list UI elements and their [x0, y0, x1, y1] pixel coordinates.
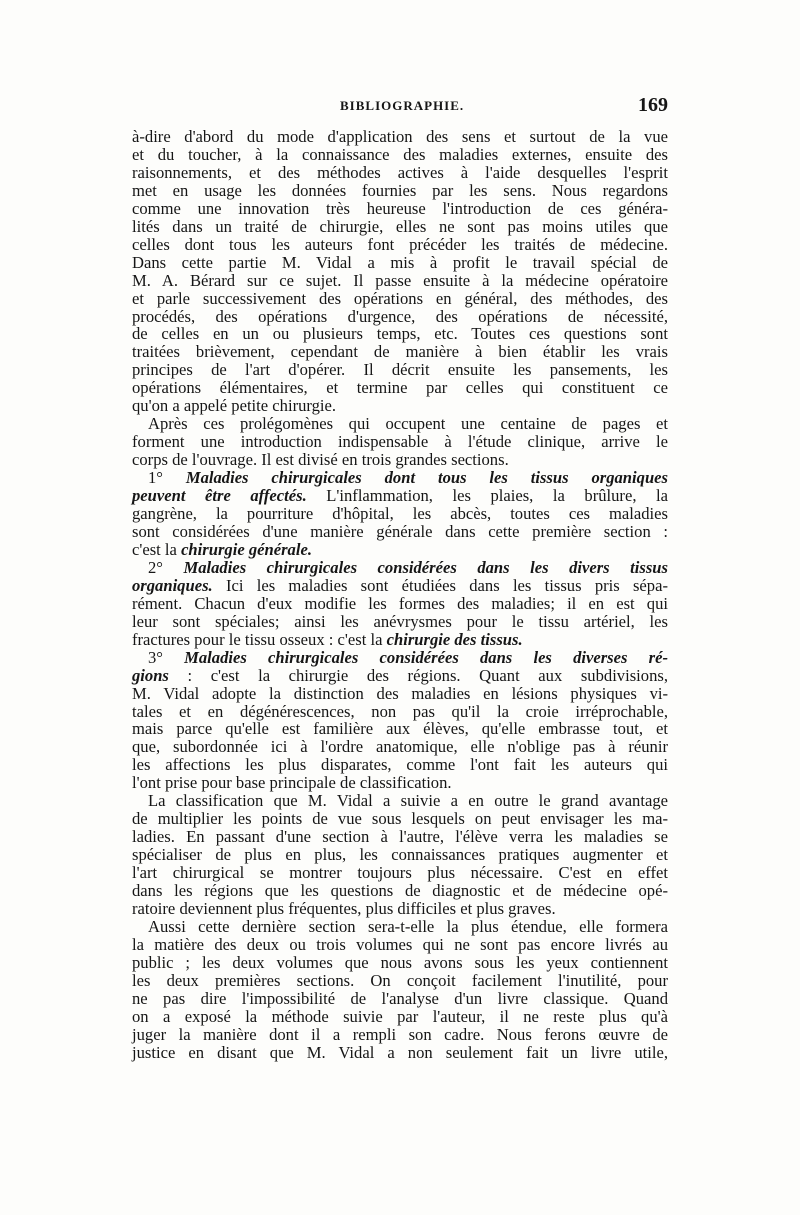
text-line: qu'on a appelé petite chirurgie. [132, 396, 337, 416]
text-run: L'inflammation, les plaies, la brûlure, la [306, 486, 668, 506]
text-line [132, 469, 668, 487]
text-line: opérations élémentaires, et termine par celles qui constituent ce [132, 378, 668, 398]
text-line [132, 649, 668, 667]
text-line: de celles en un ou plusieurs temps, etc. Toutes ces questions sont [132, 324, 668, 344]
text-line: traitées brièvement, cependant de manière à bien établir les vrais [132, 342, 668, 362]
text-line: ne pas dire l'impossibilité de l'analyse d'un livre classique. Quand [132, 988, 668, 1008]
text-line: les deux premières sections. On conçoit facilement l'inutilité, pour [132, 970, 668, 990]
text-line: mais parce qu'elle est familière aux élèves, qu'elle embrasse tout, et [132, 719, 668, 739]
text-line: la matière des deux ou trois volumes qui ne sont pas encore livrés au [132, 934, 668, 954]
running-head: BIBLIOGRAPHIE. [340, 98, 465, 113]
body-text [132, 128, 668, 1062]
text-line: de multiplier les points de vue sous lesquels on peut envisager les ma- [132, 809, 668, 829]
text-line: à-dire d'abord du mode d'application des sens et surtout de la vue [132, 127, 668, 146]
text-run: 3° [148, 647, 185, 667]
text-line: l'art chirurgical se montrer toujours plus nécessaire. C'est en effet [132, 863, 668, 883]
text-line: lités dans un traité de chirurgie, elles ne sont pas moins utiles que [132, 216, 668, 236]
text-line [132, 577, 668, 595]
text-line: spécialiser de plus en plus, les connaissances pratiques augmenter et [132, 845, 668, 865]
text-line: raisonnements, et des méthodes actives à l'aide desquelles l'esprit [132, 162, 668, 182]
italic-heading: Maladies chirurgicales considérées dans les diverses ré- [184, 647, 668, 667]
text-run: 1° [148, 468, 186, 488]
italic-heading: Maladies chirurgicales dont tous les tissus organiques [185, 468, 668, 488]
text-line [132, 487, 668, 505]
text-line: procédés, des opérations d'urgence, des opérations de nécessité, [132, 306, 668, 326]
italic-heading: organiques. [132, 575, 213, 595]
italic-heading: peuvent être affectés. [132, 486, 307, 506]
italic-heading: Maladies chirurgicales considérées dans les divers tissus [183, 557, 668, 577]
text-line: celles dont tous les auteurs font précéder les traités de médecine. [132, 234, 668, 254]
text-run: Ici les maladies sont étudiées dans les tissus pris sépa- [212, 575, 668, 595]
text-line: forment une introduction indispensable à l'étude clinique, arrive le [132, 432, 668, 452]
text-run: 2° [148, 557, 184, 577]
text-line [132, 667, 668, 685]
text-line: M. A. Bérard sur ce sujet. Il passe ensuite à la médecine opératoire [132, 270, 668, 290]
text-line: justice en disant que M. Vidal a non seulement fait un livre utile, [132, 1042, 668, 1062]
text-run: fractures pour le tissu osseux : c'est la [132, 629, 387, 649]
text-line: tales et en dégénérescences, non pas qu'il la croie irréprochable, [132, 701, 668, 721]
text-line: Aussi cette dernière section sera-t-elle la plus étendue, elle formera [148, 916, 668, 936]
text-line: et du toucher, à la connaissance des maladies externes, ensuite des [132, 144, 668, 164]
text-line: et parle successivement des opérations en général, des méthodes, des [132, 288, 668, 308]
text-line: leur sont spéciales; ainsi les anévrysmes pour le tissu artériel, les [132, 611, 668, 631]
page-number: 169 [638, 94, 668, 116]
text-line: que, subordonnée ici à l'ordre anatomique, elle n'oblige pas à réunir [132, 737, 668, 757]
text-line: rément. Chacun d'eux modifie les formes des maladies; il en est qui [132, 593, 668, 613]
text-line: dans les régions que les questions de diagnostic et de médecine opé- [132, 881, 668, 901]
text-line: l'ont prise pour base principale de classification. [132, 773, 452, 793]
page-header [132, 94, 668, 122]
text-line: ratoire deviennent plus fréquentes, plus difficiles et plus graves. [132, 898, 556, 918]
text-line [132, 559, 668, 577]
text-line: principes de l'art d'opérer. Il décrit ensuite les pansements, les [132, 360, 668, 380]
text-line: ladies. En passant d'une section à l'autre, l'élève verra les maladies se [132, 827, 668, 847]
italic-heading: gions [132, 665, 169, 685]
text-line: corps de l'ouvrage. Il est divisé en trois grandes sections. [132, 450, 509, 470]
italic-heading: chirurgie des tissus. [386, 629, 523, 649]
text-line: M. Vidal adopte la distinction des maladies en lésions physiques vi- [132, 683, 668, 703]
text-line: met en usage les données fournies par les sens. Nous regardons [132, 180, 668, 200]
text-line [132, 541, 668, 559]
text-line: juger la manière dont il a rempli son cadre. Nous ferons œuvre de [132, 1024, 668, 1044]
text-line: Dans cette partie M. Vidal a mis à profit le travail spécial de [132, 252, 668, 272]
text-run: : c'est la chirurgie des régions. Quant aux subdivisions, [168, 665, 668, 685]
text-line: gangrène, la pourriture d'hôpital, les abcès, toutes ces maladies [132, 504, 668, 524]
text-line: Après ces prolégomènes qui occupent une centaine de pages et [148, 414, 668, 434]
text-line: public ; les deux volumes que nous avons sous les yeux contiennent [132, 952, 668, 972]
text-line: sont considérées d'une manière générale dans cette première section : [132, 521, 668, 541]
text-line: comme une innovation très heureuse l'introduction de ces généra- [132, 198, 668, 218]
text-line: on a exposé la méthode suivie par l'auteur, il ne reste plus qu'à [132, 1006, 668, 1026]
text-line: les affections les plus disparates, comme l'ont fait les auteurs qui [132, 755, 668, 775]
text-line: La classification que M. Vidal a suivie a en outre le grand avantage [148, 791, 668, 811]
text-run: c'est la [132, 539, 182, 559]
italic-heading: chirurgie générale. [181, 539, 312, 559]
text-line [132, 631, 668, 649]
